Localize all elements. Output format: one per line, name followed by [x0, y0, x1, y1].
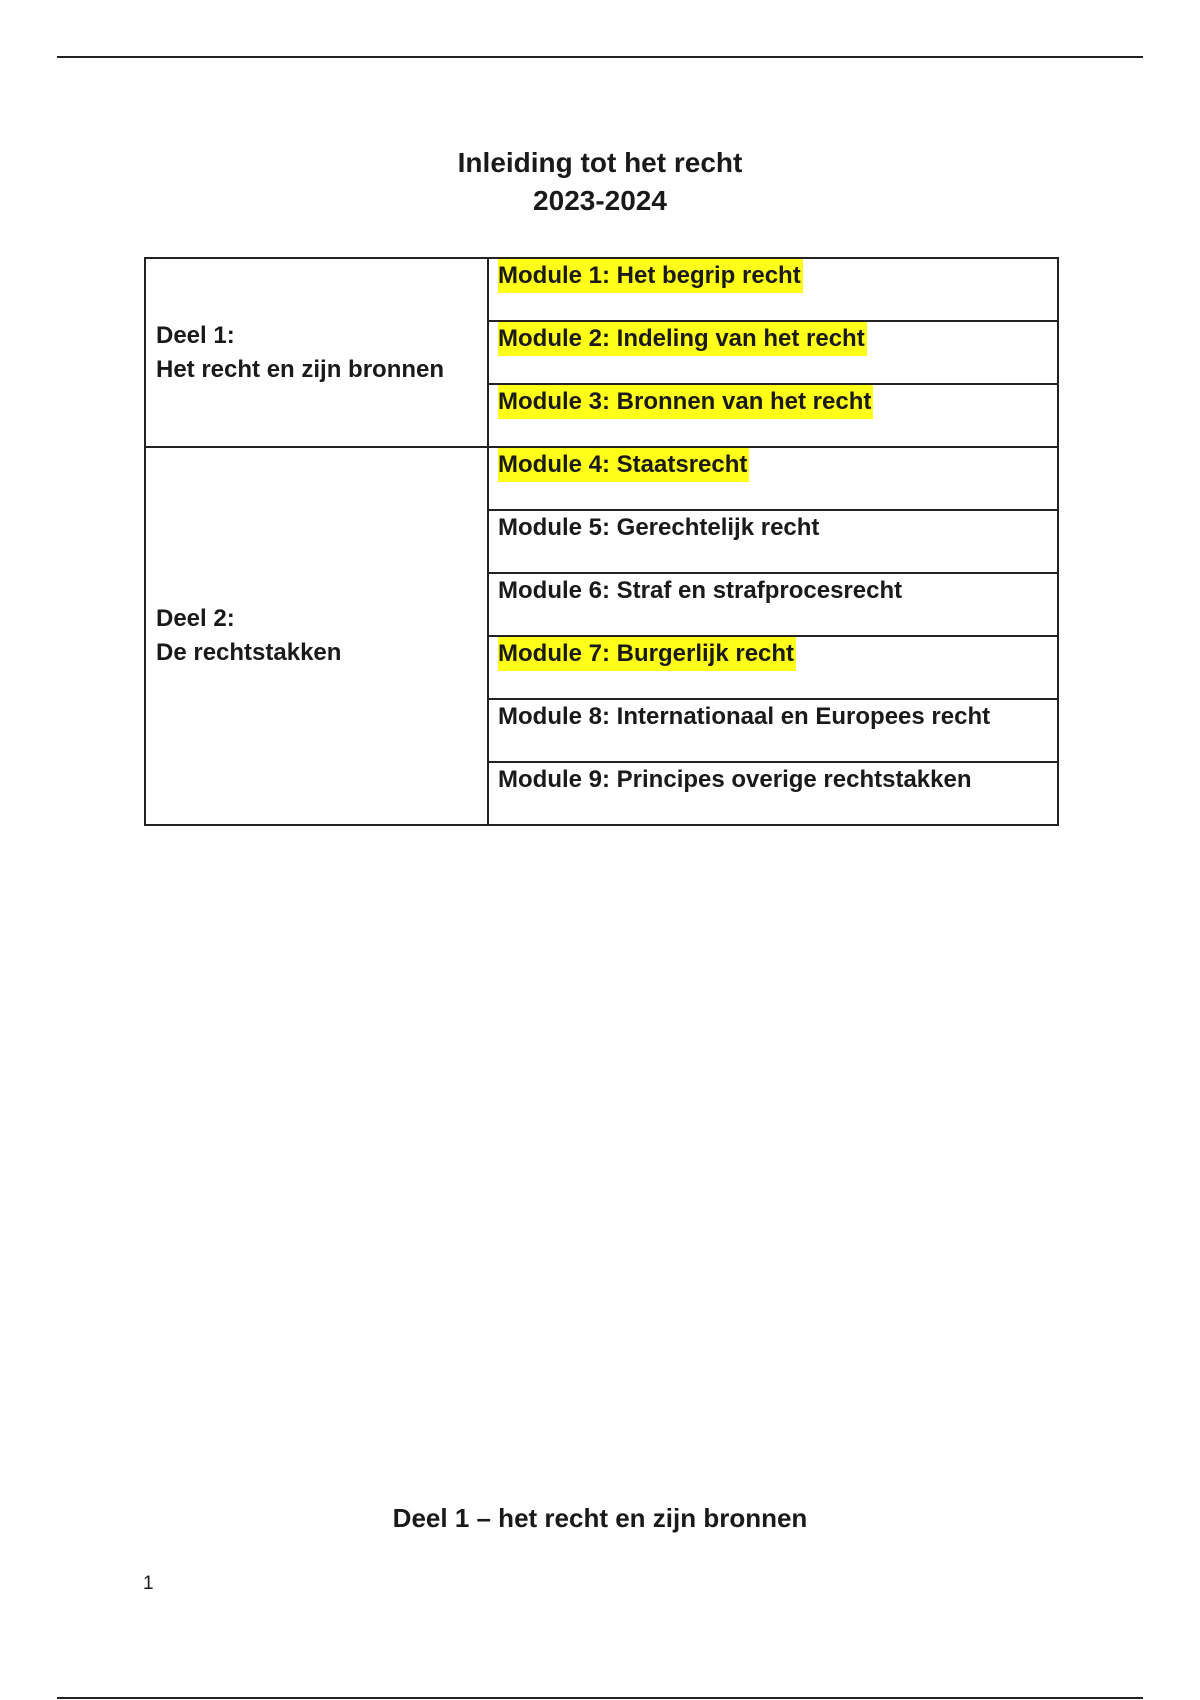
header-rule [57, 56, 1143, 58]
page-number: 1 [143, 1573, 154, 1594]
module-7-cell [488, 636, 1058, 699]
part-1-cell [145, 258, 488, 447]
module-9-cell [488, 762, 1058, 825]
footer-rule [57, 1697, 1143, 1699]
module-6-cell [488, 573, 1058, 636]
module-1-label: Module 1: Het begrip recht [498, 259, 803, 293]
module-8-label: Module 8: Internationaal en Europees recht [498, 703, 991, 730]
module-5-label: Module 5: Gerechtelijk recht [498, 514, 820, 541]
module-2-label: Module 2: Indeling van het recht [498, 322, 867, 356]
course-overview-table [144, 257, 1059, 826]
part-1-subtitle: Het recht en zijn bronnen [156, 355, 445, 383]
part-2-title: Deel 2: [156, 605, 235, 632]
part-2-subtitle: De rechtstakken [156, 639, 342, 666]
module-9-label: Module 9: Principes overige rechtstakken [498, 766, 972, 793]
module-3-cell [488, 384, 1058, 447]
module-4-cell [488, 447, 1058, 510]
document-title: Inleiding tot het recht [457, 147, 743, 178]
table-row [145, 447, 1058, 510]
module-6-label: Module 6: Straf en strafprocesrecht [498, 577, 903, 604]
module-2-cell [488, 321, 1058, 384]
module-8-cell [488, 699, 1058, 762]
section-heading: Deel 1 – het recht en zijn bronnen [392, 1503, 808, 1533]
part-1-title: Deel 1: [156, 321, 235, 349]
module-1-cell [488, 258, 1058, 321]
module-7-label: Module 7: Burgerlijk recht [498, 637, 796, 671]
module-4-label: Module 4: Staatsrecht [498, 448, 749, 482]
module-5-cell [488, 510, 1058, 573]
part-2-cell [145, 447, 488, 825]
document-year: 2023-2024 [533, 185, 667, 216]
module-3-label: Module 3: Bronnen van het recht [498, 385, 873, 419]
table-row [145, 258, 1058, 321]
